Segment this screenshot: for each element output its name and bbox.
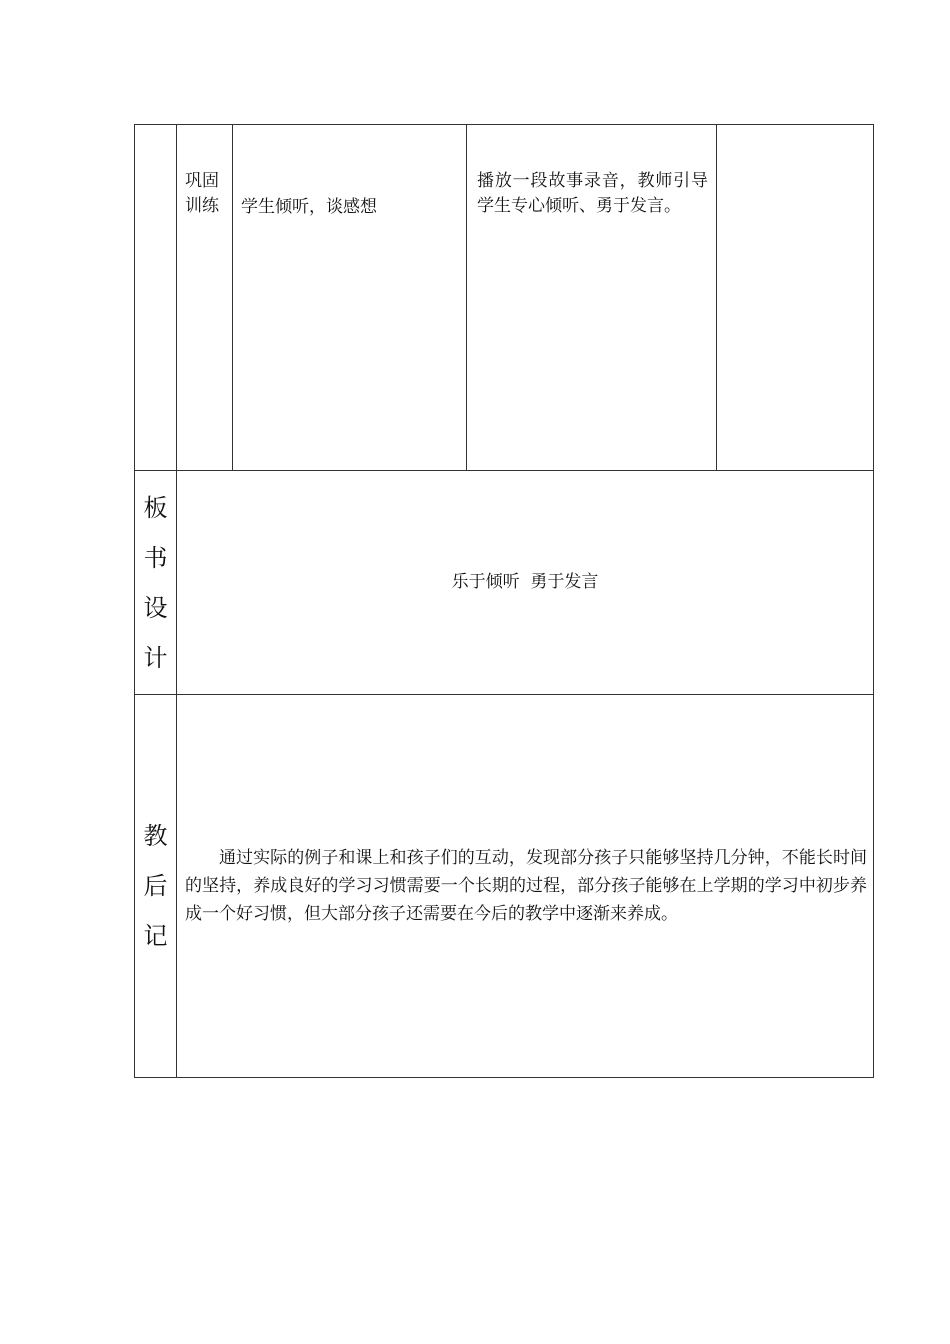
- teacher-activity-text: 播放一段故事录音，教师引导学生专心倾听、勇于发言。: [477, 171, 708, 216]
- board-label-char: 设: [143, 593, 168, 622]
- empty-side-cell: [135, 125, 177, 471]
- stage-label-cell: [177, 125, 233, 471]
- board-label-char: 板: [143, 493, 168, 522]
- teacher-activity-cell: [467, 125, 717, 471]
- notes-cell: [717, 125, 874, 471]
- board-design-text: 乐于倾听 勇于发言: [451, 572, 599, 592]
- stage-label: 巩固训练: [185, 171, 219, 216]
- board-label-char: 计: [143, 643, 168, 672]
- table-row-consolidation: [135, 125, 874, 471]
- reflection-label: [135, 695, 177, 1078]
- reflection-label-char: 教: [143, 822, 168, 850]
- lesson-plan-table: [134, 124, 874, 1078]
- board-design-content-cell: [177, 471, 874, 695]
- board-label-char: 书: [143, 543, 168, 572]
- student-activity-text: 学生倾听，谈感想: [241, 197, 377, 217]
- table-row-board-design: [135, 471, 874, 695]
- reflection-content-cell: [177, 695, 874, 1078]
- table-row-reflection: [135, 695, 874, 1078]
- reflection-label-char: 后: [143, 872, 168, 900]
- reflection-label-char: 记: [143, 922, 168, 950]
- reflection-text: 通过实际的例子和课上和孩子们的互动，发现部分孩子只能够坚持几分钟，不能长时间的坚持，养成良好的学习习惯需要一个长期的过程，部分孩子能够在上学期的学习中初步养成一个好习惯，但大部分孩子还需要在今后的教学中逐渐来养成。: [185, 848, 867, 924]
- student-activity-cell: [233, 125, 467, 471]
- board-design-label: [135, 471, 177, 695]
